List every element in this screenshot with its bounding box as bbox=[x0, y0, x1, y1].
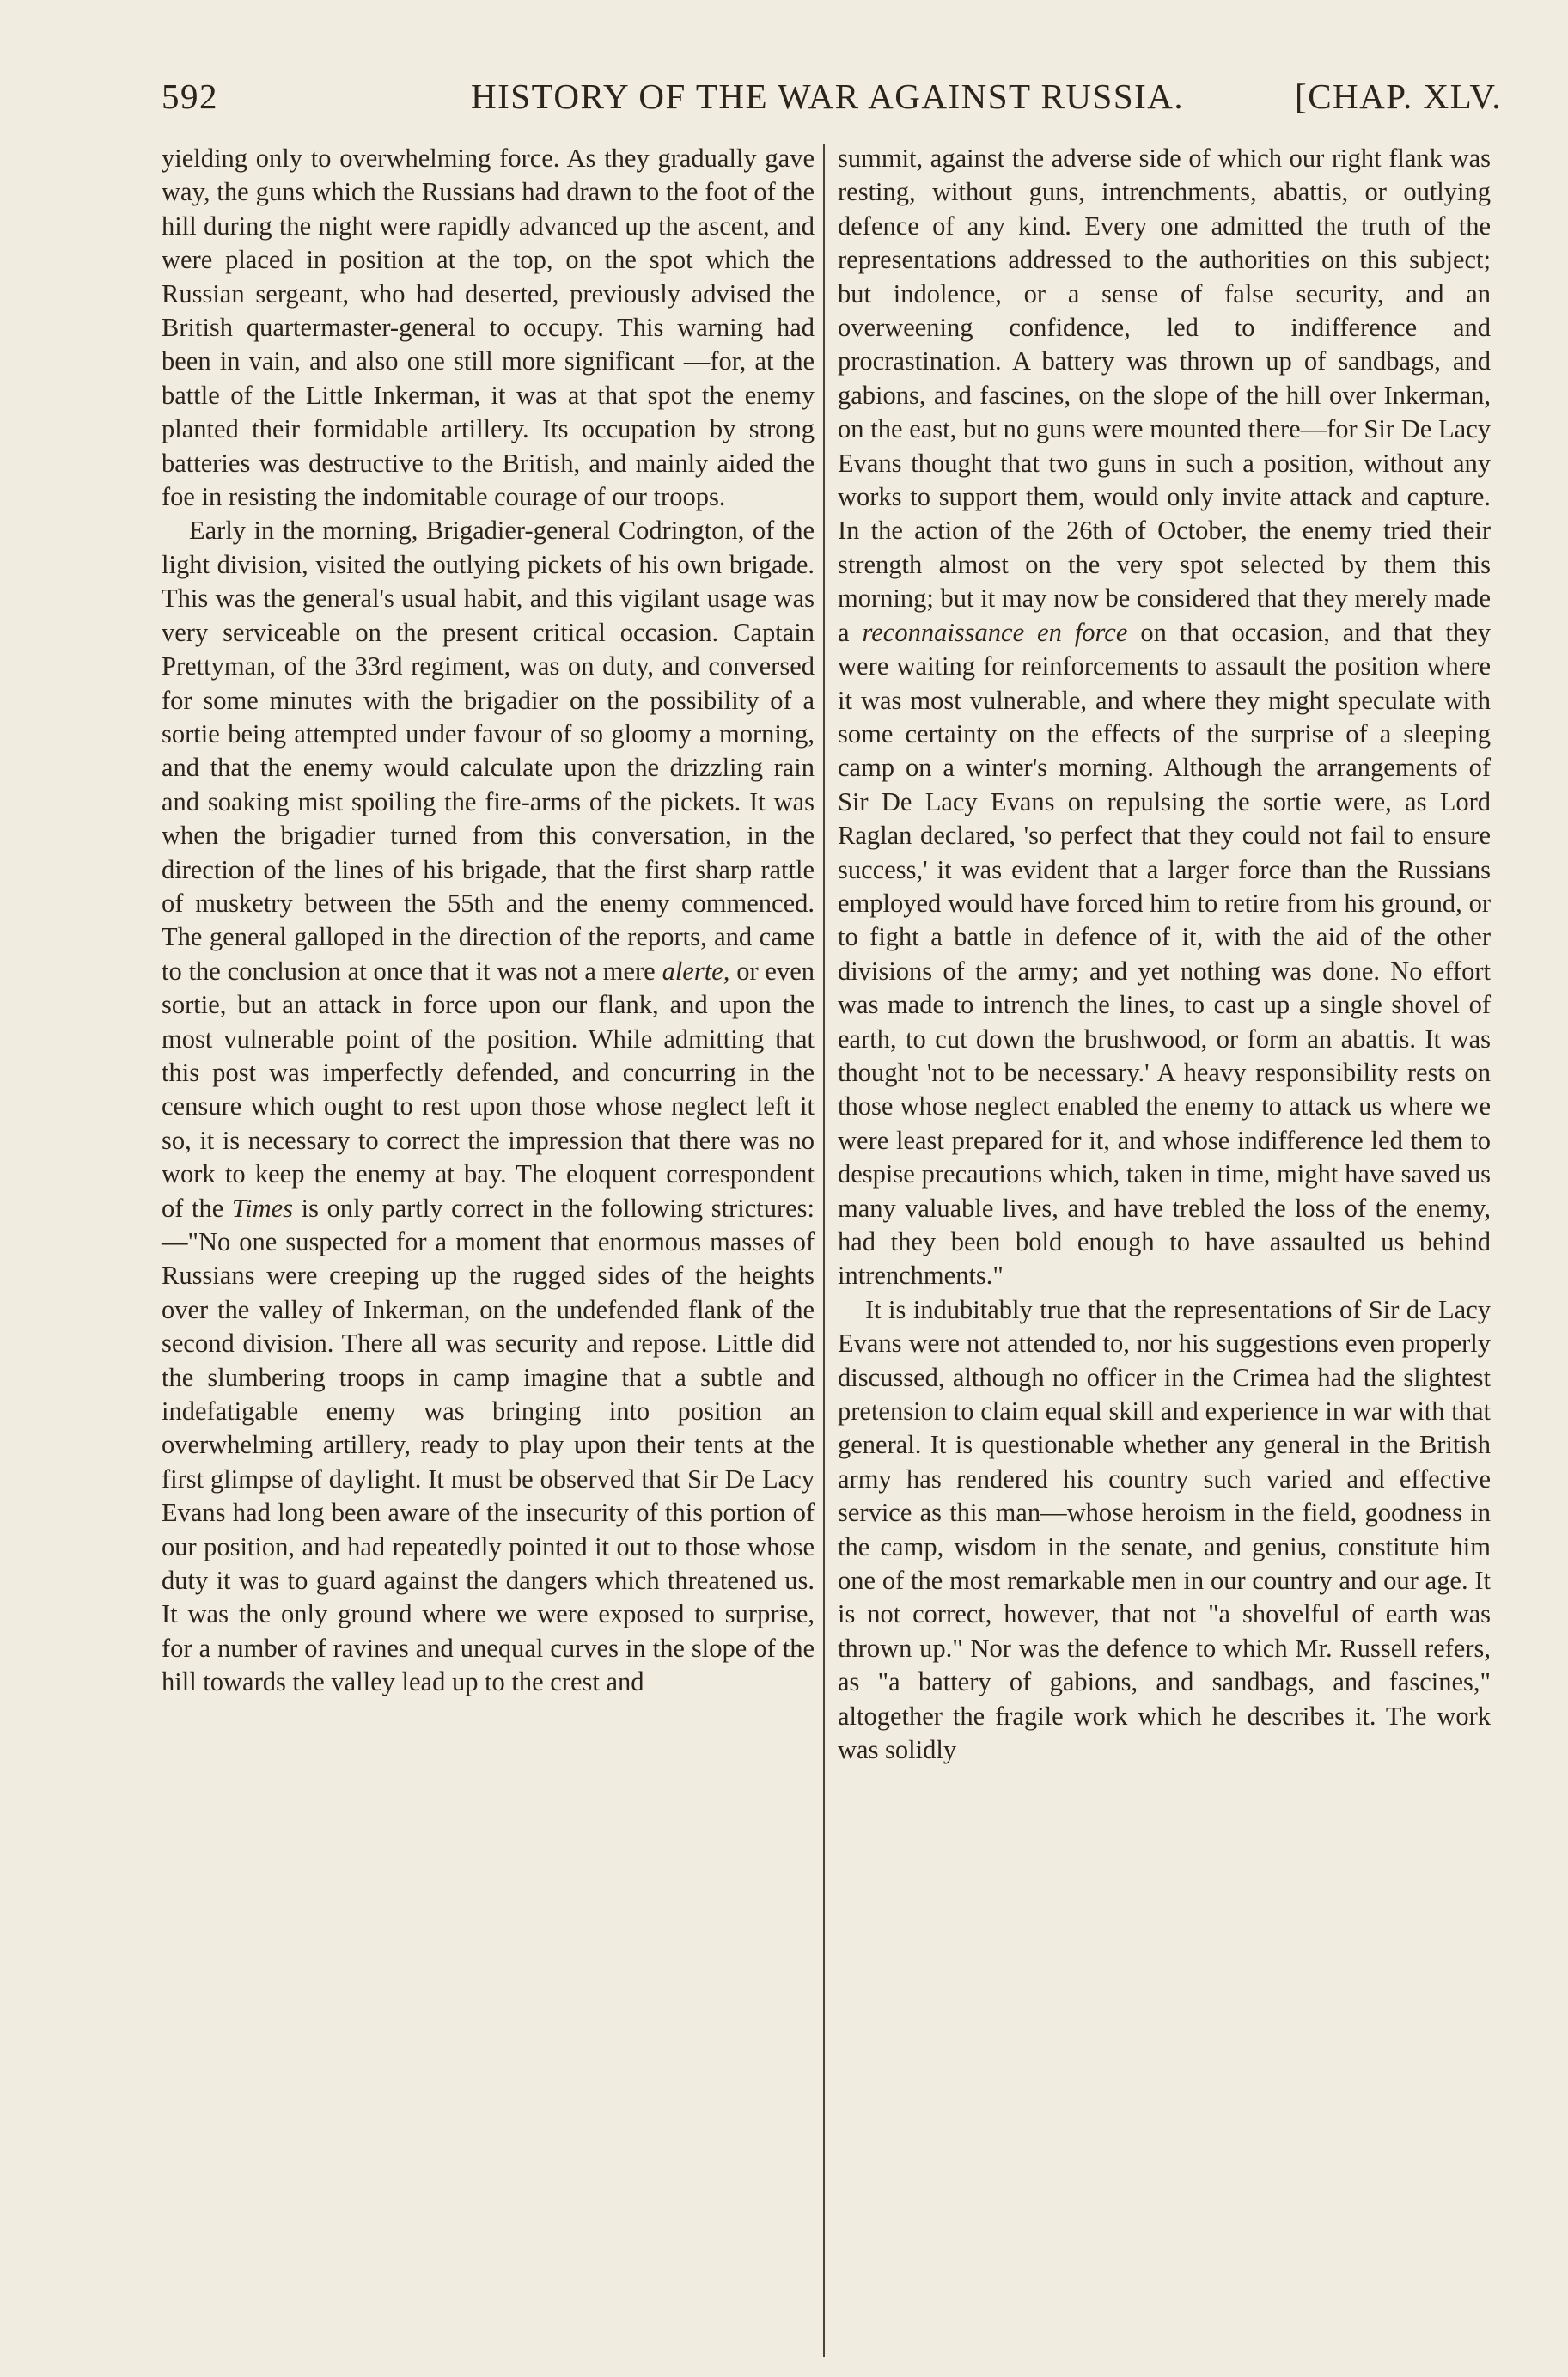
right-paragraph-2: It is indubitably true that the representations of Sir de Lacy Evans were not attended to, nor his suggestions even properly discussed, although no officer in the Crimea had the slightest pretension to claim equal skill and experience in war with that general. It is questionable whether any general in the British army has rendered his country such varied and effective service as this man—whose heroism in the field, goodness in the camp, wisdom in the senate, and genius, constitute him one of the most remarkable men in our country and our age. It is not correct, however, that not "a shovelful of earth was thrown up." Nor was the defence to which Mr. Russell refers, as "a battery of gabions, and sandbags, and fascines," altogether the fragile work which he describes it. The work was solidly bbox=[838, 1294, 1491, 1765]
left-column bbox=[162, 142, 815, 1700]
column-divider bbox=[823, 144, 825, 2357]
italic-reconnaissance: reconnaissance en force bbox=[862, 617, 1128, 647]
page-header bbox=[162, 76, 1502, 119]
left-paragraph-1: yielding only to overwhelming force. As they gradually gave way, the guns which the Russians had drawn to the foot of the hill during the night were rapidly advanced up the ascent, and were placed in position at the top, on the spot which the Russian sergeant, who had deserted, previously advised the British quartermaster-general to occupy. This warning had been in vain, and also one still more significant —for, at the battle of the Little Inkerman, it was at that spot the enemy planted their formidable artillery. Its occupation by strong batteries was destructive to the British, and mainly aided the foe in resisting the indomitable courage of our troops. bbox=[162, 144, 815, 512]
right-paragraph-1: summit, against the adverse side of which our right flank was resting, without guns, intrenchments, abattis, or outlying defence of any kind. Every one admitted the truth of the representations addressed to the authorities on this subject; but indolence, or a sense of false security, and an overweening confidence, led to indifference and procrastination. A battery was thrown up of sandbags, and gabions, and fascines, on the slope of the hill over Inkerman, on the east, but no guns were mounted there—for Sir De Lacy Evans thought that two guns in such a position, without any works to support them, would only invite attack and capture. In the action of the 26th of October, the enemy tried their strength almost on the very spot selected by them this morning; but it may now be considered that they merely made a reconnaissance en force on that occasion, and that they were waiting for reinforcements to assault the position where it was most vulnerable, and where they might speculate with some certainty on the effects of the surprise of a sleeping camp on a winter's morning. Although the arrangements of Sir De Lacy Evans on repulsing the sortie were, as Lord Raglan declared, 'so perfect that they could not fail to ensure success,' it was evident that a larger force than the Russians employed would have forced him to retire from his ground, or to fight a battle in defence of it, with the aid of the other divisions of the army; and yet nothing was done. No effort was made to intrench the lines, to cast up a single shovel of earth, to cut down the brushwood, or form an abattis. It was thought 'not to be necessary.' A heavy responsibility rests on those whose neglect enabled the enemy to attack us where we were least prepared for it, and whose indifference led them to despise precautions which, taken in time, might have saved us many valuable lives, and have trebled the loss of the enemy, had they been bold enough to have assaulted us behind intrenchments." bbox=[838, 144, 1492, 1291]
page-number: 592 bbox=[162, 76, 218, 116]
left-paragraph-2: Early in the morning, Brigadier-general Codrington, of the light division, visited the outlying pickets of his own brigade. This was the general's usual habit, and this vigilant usage was very serviceable on the present critical occasion. Captain Prettyman, of the 33rd regiment, was on duty, and conversed for some minutes with the brigadier on the possibility of a sortie being attempted under favour of so gloomy a morning, and that the enemy would calculate upon the drizzling rain and soaking mist spoiling the fire-arms of the pickets. It was when the brigadier turned from this conversation, in the direction of the lines of his brigade, that the first sharp rattle of musketry between the 55th and the enemy commenced. The general galloped in the direction of the reports, and came to the conclusion at once that it was not a mere alerte, or even sortie, but an attack in force upon our flank, and upon the most vulnerable point of the position. While admitting that this post was imperfectly defended, and concurring in the censure which ought to rest upon those whose neglect left it so, it is necessary to correct the impression that there was no work to keep the enemy at bay. The eloquent correspondent of the Times is only partly correct in the following strictures:—"No one suspected for a moment that enormous masses of Russians were creeping up the rugged sides of the heights over the valley of Inkerman, on the undefended flank of the second division. There all was security and repose. Little did the slumbering troops in camp imagine that a subtle and indefatigable enemy was bringing into position an overwhelming artillery, ready to play upon their tents at the first glimpse of daylight. It must be observed that Sir De Lacy Evans had long been aware of the insecurity of this portion of our position, and had repeatedly pointed it out to those whose duty it was to guard against the dangers which threatened us. It was the only ground where we were exposed to surprise, for a number of ravines and unequal curves in the slope of the hill towards the valley lead up to the crest and bbox=[162, 516, 815, 1697]
running-title: HISTORY OF THE WAR AGAINST RUSSIA. bbox=[471, 76, 1185, 116]
right-column bbox=[838, 142, 1491, 1768]
chapter-label: [CHAP. XLV. bbox=[1295, 76, 1502, 116]
italic-alerte: alerte, bbox=[662, 956, 730, 986]
italic-times: Times bbox=[231, 1193, 294, 1223]
